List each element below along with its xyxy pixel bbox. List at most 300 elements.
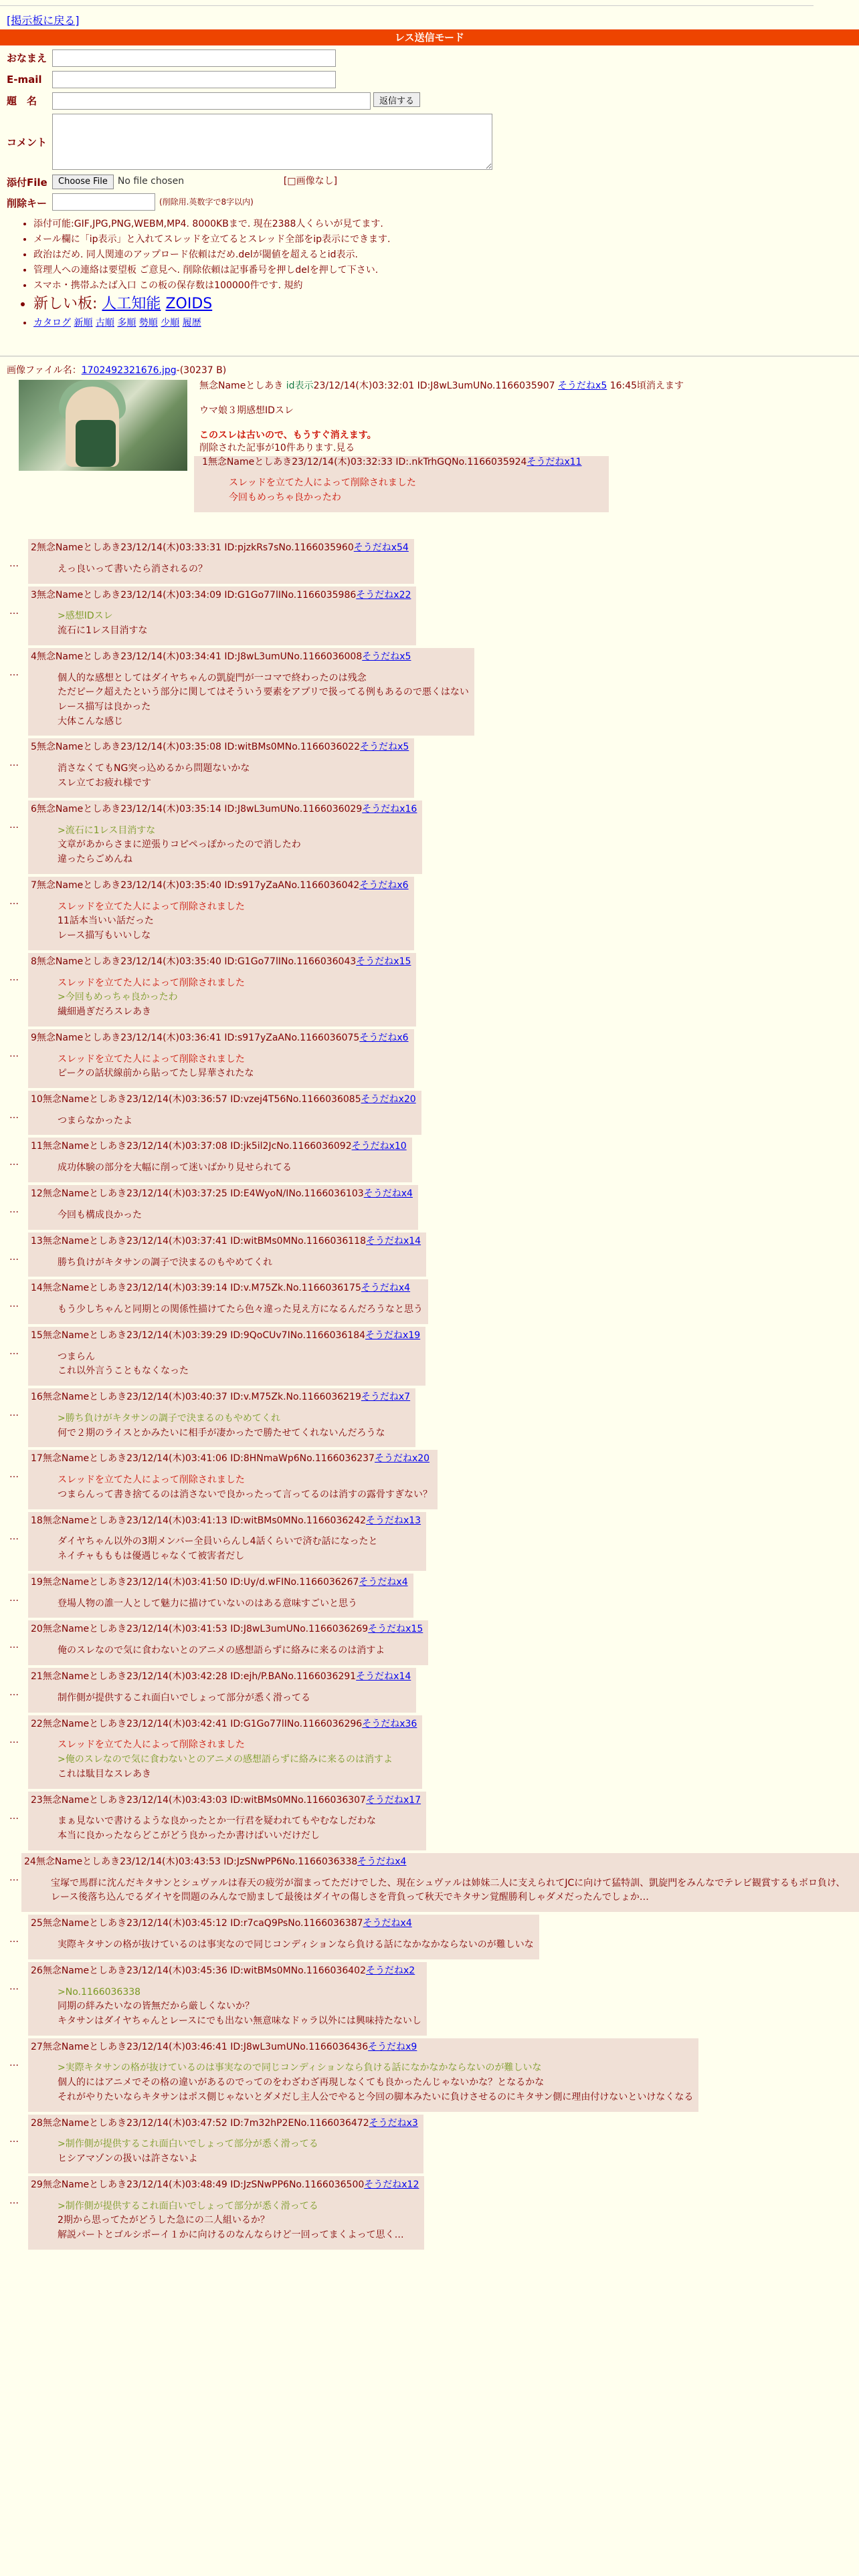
reply-meta[interactable]: 8無念Nameとしあき23/12/14(木)03:35:40 ID:G1Go77lINo.1166036043 — [31, 956, 357, 967]
subject-row — [7, 92, 856, 110]
reply-body — [28, 1668, 416, 1713]
reply-post — [0, 877, 859, 950]
reply-meta[interactable]: 29無念Nameとしあき23/12/14(木)03:48:49 ID:JzSNwPP6No.1166036500 — [31, 2179, 365, 2190]
reply-marker: … — [9, 1048, 19, 1059]
email-row — [7, 71, 856, 88]
op-name-meta: 無念Nameとしあき — [199, 381, 284, 391]
rule-item: • メール欄に「ip表示」と入れてスレッドを立てるとスレッド全部をip表示にできます. — [33, 233, 859, 246]
reply-sodane-link[interactable]: そうだねx22 — [356, 589, 411, 601]
reply-sodane-link[interactable]: そうだねx4 — [357, 1856, 407, 1867]
reply-post — [0, 1029, 859, 1088]
reply-header — [31, 1671, 411, 1683]
name-label: おなまえ — [7, 52, 47, 64]
submit-reply-button[interactable]: 返信する — [373, 92, 420, 107]
comment-line: 11話本当いい話だった — [58, 916, 154, 927]
reply-comment — [58, 1256, 421, 1271]
reply-sodane-link[interactable]: そうだねx19 — [365, 1329, 421, 1341]
reply-body — [28, 1962, 427, 2036]
reply-body — [28, 1792, 426, 1850]
reply-body — [28, 539, 414, 584]
reply-sodane-link[interactable]: そうだねx6 — [359, 879, 409, 891]
reply-body — [28, 1620, 428, 1665]
reply-header — [31, 1235, 421, 1248]
reply-meta[interactable]: 4無念Nameとしあき23/12/14(木)03:34:41 ID:J8wL3umUNo.1166036008 — [31, 651, 363, 662]
comment-line: 登場人物の誰一人として魅力に描けていないのはある意味すごいと思う — [58, 1598, 357, 1609]
reply-header — [31, 1140, 407, 1153]
reply-marker: … — [9, 1346, 19, 1357]
comment-line: つまらん — [58, 1351, 95, 1362]
history-link[interactable]: 履歴 — [182, 318, 201, 329]
reply-meta[interactable]: 7無念Nameとしあき23/12/14(木)03:35:40 ID:s917yZaANo.1166036042 — [31, 879, 360, 891]
reply-body — [28, 2176, 424, 2250]
reply-meta[interactable]: 2無念Nameとしあき23/12/14(木)03:33:31 ID:pjzkRs7sNo.1166035960 — [31, 542, 354, 553]
reply-post — [0, 1668, 859, 1713]
first-reply-comment — [229, 476, 603, 505]
comment-line: ネイチャもももは優遇じゃなくて被害者だし — [58, 1551, 245, 1562]
rule-item: • 政治はだめ. 同人関連のアップロード依頼はだめ.delが閾値を超えるとid表示. — [33, 249, 859, 261]
reply-marker: … — [9, 1204, 19, 1216]
reply-sodane-link[interactable]: そうだねx12 — [364, 2179, 419, 2190]
reply-meta[interactable]: 21無念Nameとしあき23/12/14(木)03:42:28 ID:ejh/P.BANo.1166036291 — [31, 1671, 357, 1682]
reply-form — [7, 49, 856, 215]
reply-comment — [58, 762, 409, 790]
deleted-by-op-line: スレッドを立てた人によって削除されました — [58, 1739, 245, 1751]
reply-body — [28, 1574, 413, 1618]
reply-sodane-link[interactable]: そうだねx15 — [368, 1624, 423, 1635]
reply-sodane-link[interactable]: そうだねx16 — [362, 803, 417, 815]
reply-header — [31, 2117, 418, 2130]
delkey-note: (削除用.英数字で8字以内) — [159, 197, 254, 207]
reply-post — [0, 539, 859, 584]
file-label: 添付File — [7, 177, 47, 189]
catalog-links-item — [33, 317, 859, 330]
first-reply-sodane-link[interactable]: そうだねx11 — [527, 456, 582, 467]
delkey-row — [7, 193, 856, 211]
reply-sodane-link[interactable]: そうだねx20 — [374, 1453, 430, 1465]
reply-post — [0, 2115, 859, 2173]
reply-meta[interactable]: 10無念Nameとしあき23/12/14(木)03:36:57 ID:vzej4T56No.1166036085 — [31, 1093, 361, 1105]
reply-sodane-link[interactable]: そうだねx6 — [359, 1032, 409, 1043]
reply-header — [31, 1965, 421, 1977]
top-divider — [0, 5, 814, 6]
reply-post — [0, 2176, 859, 2250]
quote-line: >実際キタサンの格が抜けているのは事実なので同じコンディションなら負ける話になかなかならないのが難しいな — [58, 2062, 542, 2074]
delkey-label: 削除キー — [7, 197, 47, 209]
reply-comment — [58, 900, 409, 944]
reply-sodane-link[interactable]: そうだねx14 — [356, 1671, 411, 1682]
reply-comment — [58, 1814, 421, 1843]
comment-line: 個人的にはアニメでその格の違いがあるのでってのをわざわざ再現しなくても良かったんじゃないかな？となるかな — [58, 2077, 545, 2088]
reply-meta[interactable]: 22無念Nameとしあき23/12/14(木)03:42:41 ID:G1Go77lINo.1166036296 — [31, 1718, 363, 1729]
catalog-link[interactable]: カタログ — [33, 318, 71, 329]
reply-body — [28, 1029, 414, 1088]
reply-header — [31, 1032, 409, 1045]
comment-line: 個人的な感想としてはダイヤちゃんの凱旋門が一コマで終わったのは残念 — [58, 672, 367, 683]
reply-post — [0, 2038, 859, 2112]
reply-post — [0, 953, 859, 1027]
op-id-display-flag: id表示 — [286, 381, 314, 391]
reply-marker: … — [9, 1109, 19, 1121]
board-rules — [16, 218, 859, 332]
new-board-item — [33, 294, 859, 314]
comment-line: 成功体験の部分を大幅に削って迷いばかり見せられてる — [58, 1162, 292, 1174]
op-meta[interactable]: 23/12/14(木)03:32:01 ID:J8wL3umUNo.1166035907 — [313, 381, 555, 391]
reply-body — [28, 1232, 426, 1277]
op-header — [199, 380, 855, 393]
reply-post — [0, 1620, 859, 1665]
reply-body — [28, 1138, 412, 1182]
reply-meta[interactable]: 6無念Nameとしあき23/12/14(木)03:35:14 ID:J8wL3umUNo.1166036029 — [31, 803, 363, 815]
reply-post — [0, 800, 859, 874]
reply-sodane-link[interactable]: そうだねx17 — [365, 1794, 421, 1806]
reply-marker: … — [9, 1872, 19, 1883]
reply-comment — [58, 562, 409, 577]
reply-comment — [58, 1053, 409, 1081]
name-row — [7, 49, 856, 67]
reply-header — [31, 1093, 416, 1106]
image-file-link[interactable]: 1702492321676.jpg — [81, 365, 177, 376]
reply-sodane-link[interactable]: そうだねx15 — [356, 956, 411, 967]
reply-comment — [58, 1412, 410, 1440]
comment-line: レース描写は良かった — [58, 702, 151, 713]
reply-post — [0, 1138, 859, 1182]
reply-sodane-link[interactable]: そうだねx4 — [361, 1283, 411, 1294]
sort-new-link[interactable]: 新順 — [74, 318, 93, 329]
reply-header — [31, 1391, 410, 1404]
comment-line: もう少しちゃんと同期との関係性描けてたら色々違った見え方になるんだろうなと思う — [58, 1304, 423, 1315]
reply-header — [31, 741, 409, 754]
reply-marker: … — [9, 1810, 19, 1822]
reply-header — [31, 1453, 432, 1465]
file-row — [7, 174, 856, 189]
reply-marker: … — [9, 1592, 19, 1604]
comment-line: 繊細過ぎだろスレあき — [58, 1006, 151, 1017]
reply-header — [31, 589, 411, 602]
reply-sodane-link[interactable]: そうだねx20 — [361, 1093, 416, 1105]
reply-header — [31, 1515, 421, 1527]
reply-meta[interactable]: 5無念Nameとしあき23/12/14(木)03:35:08 ID:witBMs0MNo.1166036022 — [31, 742, 361, 753]
deleted-by-op-line: スレッドを立てた人によって削除されました — [58, 901, 245, 912]
reply-marker: … — [9, 1981, 19, 1992]
deleted-by-op-line: スレッドを立てた人によって削除されました — [58, 977, 245, 988]
comment-line: 流石に1レス目消すな — [58, 625, 148, 637]
choose-file-button[interactable]: Choose File — [52, 175, 114, 189]
email-label: E-mail — [7, 74, 42, 86]
first-reply-body — [194, 456, 609, 512]
reply-marker: … — [9, 895, 19, 907]
comment-line: 制作側が提供するこれ面白いでしょって部分が悉く滑ってる — [58, 1692, 310, 1703]
comment-line: これは駄目なスレあき — [58, 1768, 151, 1780]
comment-line: 宝塚で馬群に沈んだキタサンとシュヴァルは春天の疲労が溜まってただけでした、現在シュヴァルは姉妹二人に支えられてJCに向けて猛特訓、凱旋門をみんなでテレビ観賞するもボロ負け、レース後落ち込んでるダイヤを問題のみんなで励まして最後はダイヤの傷しさを背負って秋天でキタサン覚醒勝利しゃダメだったんでしょか… — [51, 1877, 846, 1903]
reply-comment — [51, 1876, 854, 1905]
reply-post — [0, 1853, 859, 1912]
reply-comment — [58, 1691, 411, 1706]
comment-line: ヒシアマゾンの扱いは許さないよ — [58, 2153, 198, 2165]
sort-momentum-link[interactable]: 勢順 — [138, 318, 158, 329]
reply-body — [28, 1185, 418, 1230]
reply-comment — [58, 1938, 534, 1953]
reply-mode-bar: レス送信モード — [0, 29, 859, 45]
reply-body — [28, 1512, 426, 1571]
reply-header — [31, 1794, 421, 1807]
reply-meta[interactable]: 15無念Nameとしあき23/12/14(木)03:39:29 ID:9QoCUv7INo.1166036184 — [31, 1329, 366, 1341]
reply-header — [31, 651, 469, 663]
quote-line: >今回もめっちゃ良かったわ — [58, 992, 178, 1003]
reply-meta[interactable]: 24無念Nameとしあき23/12/14(木)03:43:53 ID:JzSNwPP6No.1166036338 — [24, 1856, 358, 1867]
reply-sodane-link[interactable]: そうだねx7 — [361, 1392, 411, 1403]
reply-body — [28, 1915, 539, 1959]
reply-marker: … — [9, 1469, 19, 1481]
first-reply-meta[interactable]: 1無念Nameとしあき23/12/14(木)03:32:33 ID:.nkTrhGQNo.1166035924 — [202, 456, 527, 467]
reply-header — [31, 879, 409, 892]
reply-meta[interactable]: 12無念Nameとしあき23/12/14(木)03:37:25 ID:E4WyoN/INo.1166036103 — [31, 1188, 364, 1200]
quote-line: >俺のスレなので気に食わないとのアニメの感想語らずに絡みに来るのは消すよ — [58, 1754, 393, 1765]
new-board-link[interactable]: ZOIDS — [165, 296, 213, 313]
reply-header — [31, 2041, 693, 2054]
thread-image-thumbnail[interactable] — [19, 380, 187, 471]
reply-sodane-link[interactable]: そうだねx3 — [369, 2117, 418, 2129]
reply-header — [31, 803, 417, 816]
reply-post — [0, 1327, 859, 1386]
deleted-by-op-line: スレッドを立てた人によって削除されました — [229, 477, 416, 489]
reply-meta[interactable]: 3無念Nameとしあき23/12/14(木)03:34:09 ID:G1Go77lINo.1166035986 — [31, 589, 357, 601]
reply-sodane-link[interactable]: そうだねx54 — [353, 542, 409, 553]
reply-meta[interactable]: 27無念Nameとしあき23/12/14(木)03:46:41 ID:J8wL3umUNo.1166036436 — [31, 2041, 369, 2052]
reply-body — [28, 877, 414, 950]
op-old-warning: このスレは古いので、もうすぐ消えます。 — [199, 429, 377, 441]
reply-marker: … — [9, 1251, 19, 1263]
sort-old-link[interactable]: 古順 — [95, 318, 114, 329]
reply-post — [0, 1574, 859, 1618]
quote-line: >No.1166036338 — [58, 1986, 141, 1998]
reply-marker: … — [9, 558, 19, 569]
back-to-board-link[interactable]: [掲示板に戻る] — [7, 14, 80, 27]
subject-input[interactable] — [52, 92, 371, 110]
reply-body — [28, 738, 414, 797]
reply-body — [28, 1091, 421, 1136]
comment-line: 今回もめっちゃ良かったわ — [229, 492, 341, 504]
name-input[interactable] — [52, 49, 336, 67]
reply-header — [31, 1282, 423, 1295]
reply-meta[interactable]: 13無念Nameとしあき23/12/14(木)03:37:41 ID:witBMs0MNo.1166036118 — [31, 1235, 366, 1247]
reply-post — [0, 586, 859, 645]
reply-marker: … — [9, 972, 19, 983]
comment-line: これ以外言うこともなくなった — [58, 1366, 189, 1377]
reply-header — [31, 956, 411, 968]
reply-sodane-link[interactable]: そうだねx4 — [359, 1576, 408, 1588]
reply-post — [0, 1091, 859, 1136]
reply-header — [31, 1329, 420, 1342]
reply-body — [28, 1327, 425, 1386]
reply-meta[interactable]: 17無念Nameとしあき23/12/14(木)03:41:06 ID:8HNmaWp6No.1166036237 — [31, 1453, 375, 1465]
reply-marker: … — [9, 819, 19, 831]
reply-comment — [58, 824, 417, 867]
reply-sodane-link[interactable]: そうだねx4 — [363, 1918, 412, 1929]
first-reply — [199, 456, 855, 512]
reply-body — [28, 586, 416, 645]
reply-meta[interactable]: 25無念Nameとしあき23/12/14(木)03:45:12 ID:r7caQ9PsNo.1166036387 — [31, 1918, 363, 1929]
reply-sodane-link[interactable]: そうだねx36 — [362, 1718, 417, 1729]
reply-comment — [58, 2137, 418, 2166]
reply-sodane-link[interactable]: そうだねx5 — [362, 651, 411, 662]
new-board-link[interactable]: 人工知能 — [102, 296, 161, 313]
reply-header — [31, 1188, 413, 1200]
reply-post — [0, 1279, 859, 1324]
comment-line: ダイヤちゃん以外の3期メンバー全員いらんし4話くらいで済む話になったと — [58, 1536, 378, 1547]
reply-comment — [58, 609, 411, 638]
reply-marker: … — [9, 605, 19, 617]
back-link-wrap — [7, 13, 80, 28]
comment-line: ただピーク超えたという部分に関してはそういう要素をアプリで扱ってる例もあるので悪くはない — [58, 687, 469, 698]
comment-line: ピークの話状線前から貼ってたし昇華されたな — [58, 1068, 254, 1079]
reply-sodane-link[interactable]: そうだねx2 — [365, 1965, 415, 1976]
op-title: ウマ娘３期感想IDスレ — [199, 405, 294, 416]
op-sodane-link[interactable]: そうだねx5 — [558, 381, 607, 391]
reply-comment — [58, 976, 411, 1020]
reply-comment — [58, 1208, 413, 1223]
deleted-by-op-line: スレッドを立てた人によって削除されました — [58, 1475, 245, 1486]
reply-meta[interactable]: 11無念Nameとしあき23/12/14(木)03:37:08 ID:jk5il2JcNo.1166036092 — [31, 1141, 352, 1152]
quote-line: >制作側が提供するこれ面白いでしょって部分が悉く滑ってる — [58, 2200, 318, 2212]
reply-body — [28, 1450, 438, 1509]
reply-post — [0, 1512, 859, 1571]
op-post — [199, 380, 855, 512]
reply-body — [28, 1715, 422, 1789]
comment-line: 解説パートとゴルシポーイ１かに向けるのなんならけど一回ってまくよって思く… — [58, 2230, 404, 2241]
reply-body — [28, 953, 416, 1027]
reply-marker: … — [9, 2195, 19, 2206]
reply-comment — [58, 2199, 419, 2243]
reply-body — [28, 800, 422, 874]
reply-comment — [58, 1114, 416, 1129]
comment-line: 俺のスレなので気に食わないとのアニメの感想語らずに絡みに来るのは消すよ — [58, 1645, 385, 1656]
file-status: No file chosen — [117, 176, 185, 187]
rule-item: • スマホ・携帯ふたば入口 この板の保存数は100000件です. 規約 — [33, 280, 859, 292]
email-input[interactable] — [52, 71, 336, 88]
reply-sodane-link[interactable]: そうだねx4 — [363, 1188, 413, 1200]
comment-line: まぁ見ないで書けるような良かったとか一行君を疑われてもやむなしだわな — [58, 1816, 376, 1827]
rule-item: • 添付可能:GIF,JPG,PNG,WEBM,MP4. 8000KBまで. 現在2388人くらいが見てます. — [33, 218, 859, 231]
reply-body — [28, 648, 474, 736]
reply-post — [0, 1915, 859, 1959]
comment-line: キタサンはダイヤちゃんとレースにでも出ない無意味なドゥラ以外には興味持たないし — [58, 2015, 421, 2026]
reply-sodane-link[interactable]: そうだねx10 — [351, 1141, 407, 1152]
comment-line: 消さなくてもNG突っ込めるから問題ないかな — [58, 763, 250, 774]
comment-line: 同期の絆みたいなの皆無だから厳しくないか？ — [58, 2001, 254, 2012]
reply-meta[interactable]: 9無念Nameとしあき23/12/14(木)03:36:41 ID:s917yZaANo.1166036075 — [31, 1032, 360, 1043]
comment-label: コメント — [7, 136, 47, 149]
reply-comment — [58, 1738, 417, 1782]
reply-body — [28, 2038, 698, 2112]
reply-meta[interactable]: 19無念Nameとしあき23/12/14(木)03:41:50 ID:Uy/d.wFINo.1166036267 — [31, 1576, 359, 1588]
reply-marker: … — [9, 1531, 19, 1542]
comment-line: 何で２期のライスとかみたいに相手が凄かったで勝たせてくれないんだろうな — [58, 1427, 385, 1438]
reply-header — [31, 1917, 534, 1930]
reply-post — [0, 1962, 859, 2036]
image-file-label: 画像ファイル名： — [7, 365, 82, 376]
reply-post — [0, 648, 859, 736]
reply-marker: … — [9, 1157, 19, 1168]
comment-textarea[interactable] — [52, 114, 492, 170]
reply-meta[interactable]: 23無念Nameとしあき23/12/14(木)03:43:03 ID:witBMs0MNo.1166036307 — [31, 1794, 366, 1806]
reply-post — [0, 1388, 859, 1447]
reply-comment — [58, 2061, 693, 2105]
reply-marker: … — [9, 2133, 19, 2145]
sort-many-link[interactable]: 多順 — [117, 318, 136, 329]
delkey-input[interactable] — [52, 193, 155, 211]
reply-comment — [58, 1161, 407, 1176]
reply-comment — [58, 1597, 408, 1612]
sort-few-link[interactable]: 少順 — [161, 318, 180, 329]
reply-marker: … — [9, 1934, 19, 1945]
comment-line: スレ立てお疲れ様です — [58, 778, 151, 789]
comment-line: 実際キタサンの格が抜けているのは事実なので同じコンディションなら負ける話になかなかならないのが難しいな — [58, 1939, 534, 1950]
reply-comment — [58, 671, 469, 730]
reply-comment — [58, 1350, 420, 1379]
first-reply-header — [202, 456, 603, 469]
reply-meta[interactable]: 18無念Nameとしあき23/12/14(木)03:41:13 ID:witBMs0MNo.1166036242 — [31, 1515, 366, 1526]
image-file-line — [7, 364, 226, 377]
reply-meta[interactable]: 28無念Nameとしあき23/12/14(木)03:47:52 ID:7m32hP2ENo.1166036472 — [31, 2117, 369, 2129]
deleted-notice[interactable]: 削除された記事が10件あります.見る — [199, 442, 355, 453]
reply-sodane-link[interactable]: そうだねx13 — [365, 1515, 421, 1526]
reply-header — [31, 1576, 408, 1589]
reply-comment — [58, 1473, 432, 1502]
comment-line: レース描写もいいしな — [58, 930, 151, 941]
reply-marker: … — [9, 1734, 19, 1745]
reply-meta[interactable]: 26無念Nameとしあき23/12/14(木)03:45:36 ID:witBMs0MNo.1166036402 — [31, 1965, 366, 1976]
comment-line: 勝ち負けがキタサンの調子で決まるのもやめてくれ — [58, 1257, 273, 1268]
quote-line: >感想IDスレ — [58, 611, 113, 622]
reply-post — [0, 1185, 859, 1230]
comment-line: 今回も構成良かった — [58, 1209, 142, 1220]
reply-comment — [58, 1535, 421, 1564]
reply-sodane-link[interactable]: そうだねx5 — [360, 742, 409, 753]
comment-line: えっ良いって書いたら消されるの？ — [58, 563, 207, 574]
new-board-prefix: 新しい板: — [33, 296, 98, 313]
reply-comment — [58, 1985, 421, 2029]
reply-body — [28, 2115, 423, 2173]
comment-line: 文章があからさまに逆張りコピペっぽかったので消したわ — [58, 839, 301, 851]
reply-post — [0, 1792, 859, 1850]
reply-meta[interactable]: 16無念Nameとしあき23/12/14(木)03:40:37 ID:v.M75Zk.No.1166036219 — [31, 1392, 361, 1403]
no-image-checkbox[interactable]: [□画像なし] — [283, 176, 338, 187]
reply-meta[interactable]: 20無念Nameとしあき23/12/14(木)03:41:53 ID:J8wL3umUNo.1166036269 — [31, 1624, 369, 1635]
reply-marker: … — [9, 1640, 19, 1651]
reply-marker: … — [9, 1687, 19, 1698]
image-file-size: -(30237 B) — [176, 365, 227, 376]
quote-line: >勝ち負けがキタサンの調子で決まるのもやめてくれ — [58, 1412, 280, 1424]
reply-marker: … — [9, 1408, 19, 1419]
reply-comment — [58, 1303, 423, 1317]
comment-row — [7, 114, 856, 170]
reply-sodane-link[interactable]: そうだねx14 — [365, 1235, 421, 1247]
reply-post — [0, 1450, 859, 1509]
quote-line: >流石に1レス目消すな — [58, 825, 156, 836]
reply-meta[interactable]: 14無念Nameとしあき23/12/14(木)03:39:14 ID:v.M75Zk.No.1166036175 — [31, 1283, 361, 1294]
reply-sodane-link[interactable]: そうだねx9 — [368, 2041, 417, 2052]
reply-marker: … — [9, 1299, 19, 1310]
reply-comment — [58, 1644, 423, 1658]
reply-post — [0, 1715, 859, 1789]
rule-item: • 管理人への連絡は要望板 ご意見へ. 削除依頼は記事番号を押しdelを押して下さい. — [33, 264, 859, 277]
comment-line: つまらんって書き捨てるのは消さないで良かったって言ってるのは消すの露骨すぎない？ — [58, 1489, 432, 1500]
reply-marker: … — [9, 2057, 19, 2068]
comment-line: 違ったらごめんね — [58, 854, 132, 865]
reply-body — [21, 1853, 859, 1912]
deleted-by-op-line: スレッドを立てた人によって削除されました — [58, 1053, 245, 1065]
comment-line: それがやりたいならキタサンはポス側じゃないとダメだし主人公でやると今回の脚本みたいに負けさせるのにキタサン側に理由付けないといけなくなる — [58, 2091, 694, 2103]
